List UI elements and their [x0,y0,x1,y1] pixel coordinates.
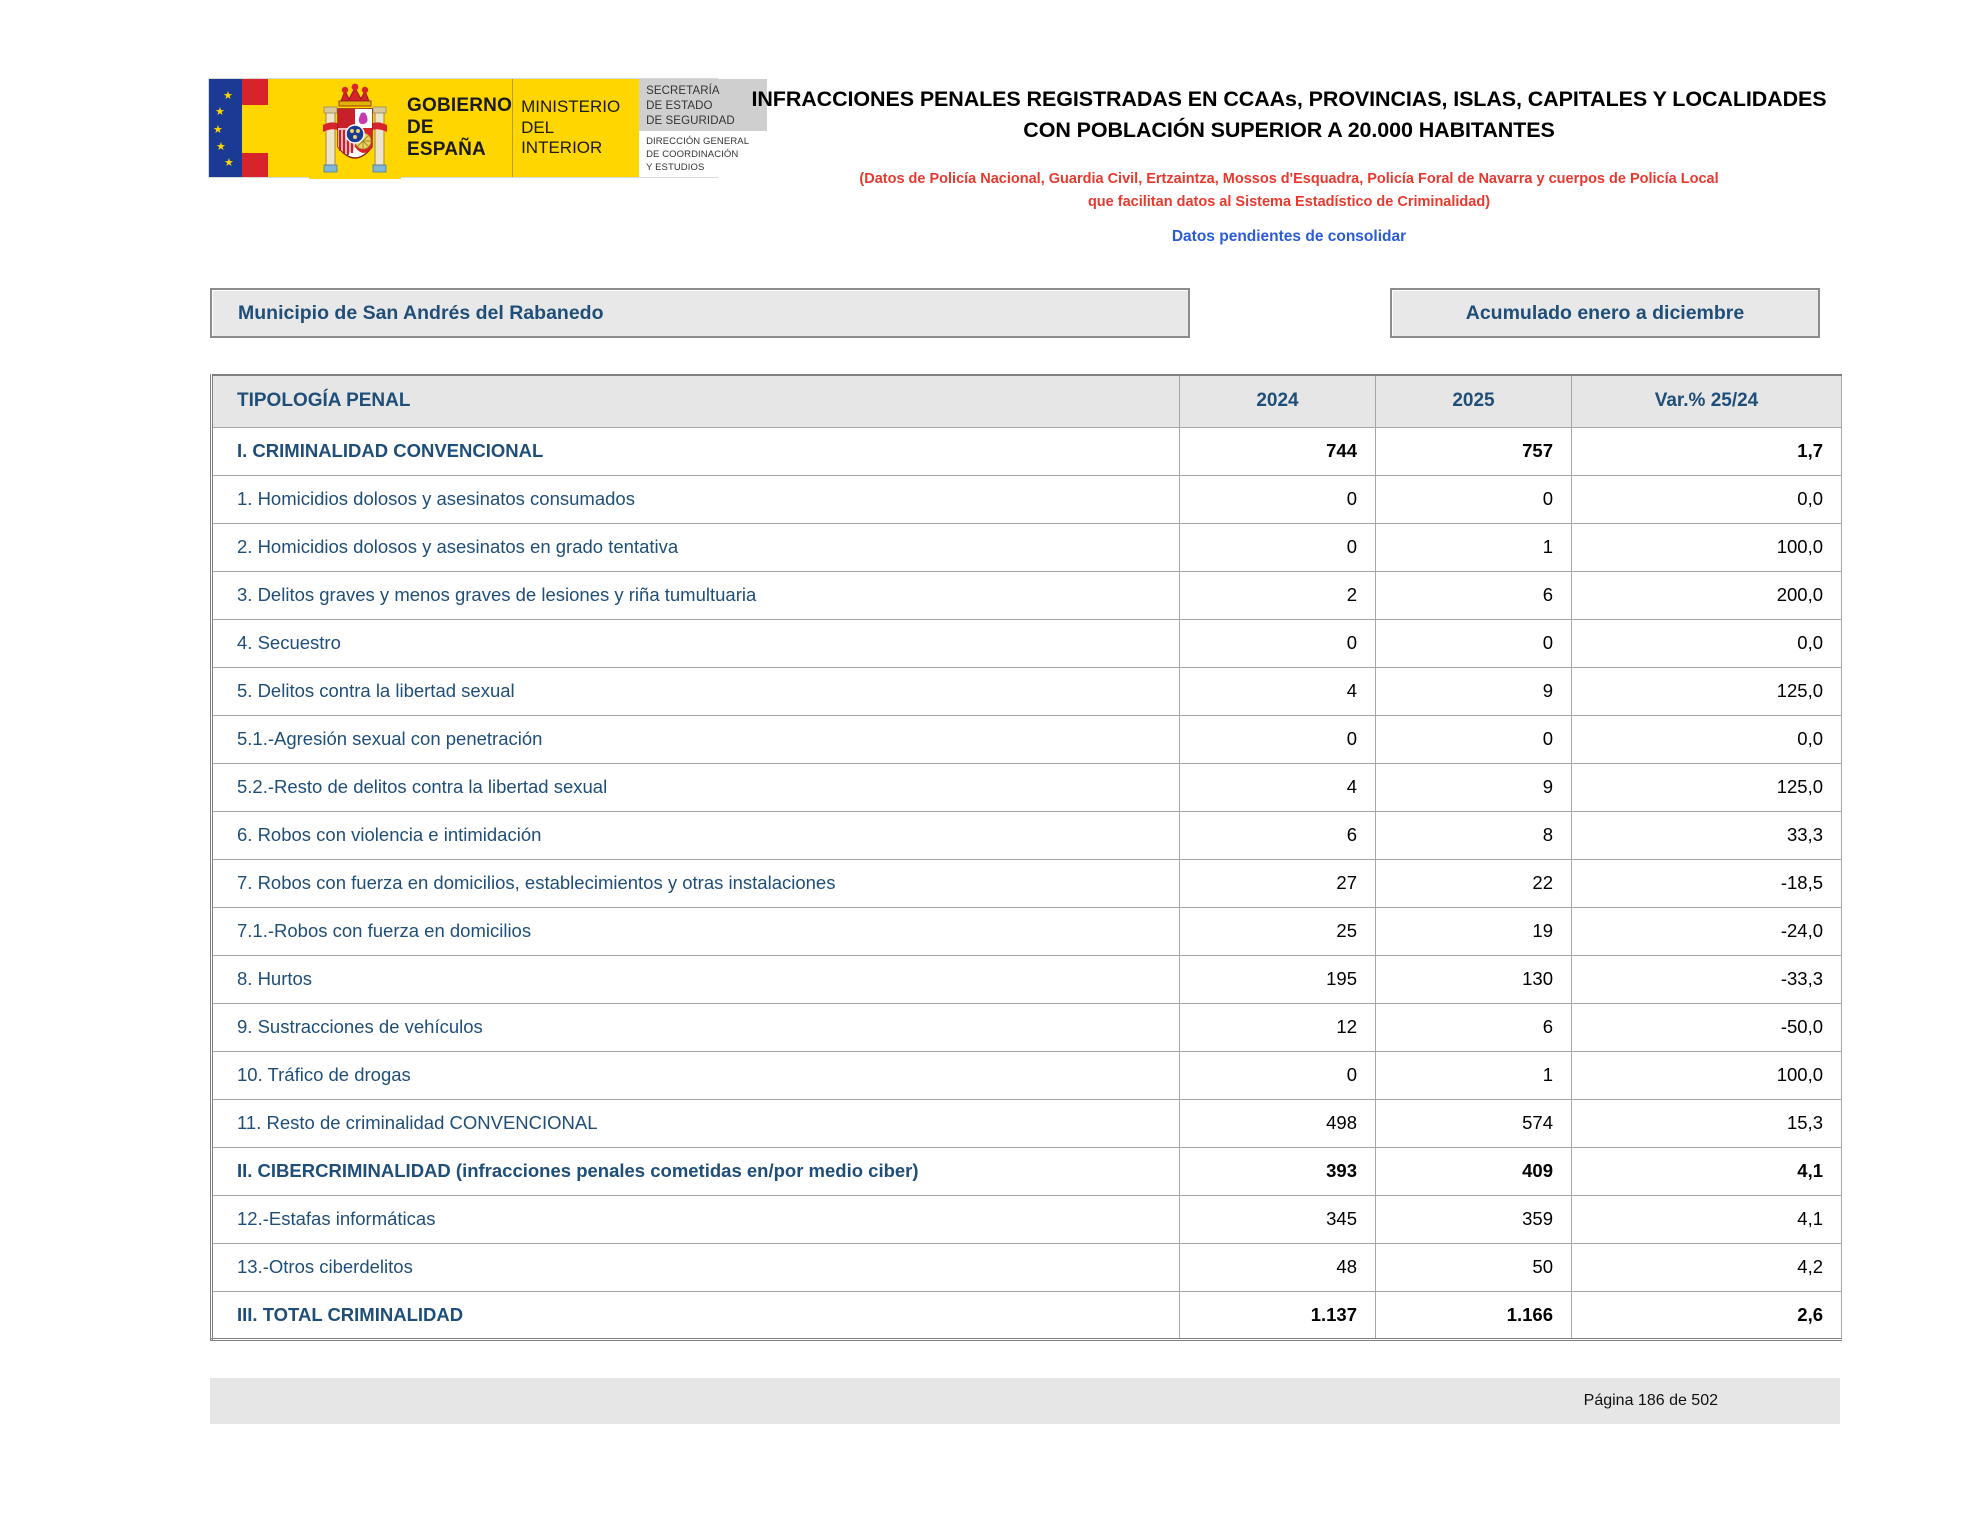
logo-ministerio-line1: MINISTERIO [521,97,621,117]
crime-statistics-table [210,374,1842,1341]
cell-value-2024: 27 [1180,859,1376,907]
table-row [212,1195,1842,1243]
cell-tipologia: 6. Robos con violencia e intimidación [212,811,1180,859]
municipality-label: Municipio de San Andrés del Rabanedo [238,301,604,324]
table-row [212,715,1842,763]
logo-container [208,78,750,178]
cell-value-2024: 6 [1180,811,1376,859]
table-row [212,667,1842,715]
logo-secretaria-line1: SECRETARÍA [646,85,720,97]
cell-tipologia: 4. Secuestro [212,619,1180,667]
cell-tipologia: III. TOTAL CRIMINALIDAD [212,1291,1180,1339]
cell-value-2024: 744 [1180,427,1376,475]
cell-value-variacion: 4,1 [1572,1147,1842,1195]
cell-value-2024: 4 [1180,763,1376,811]
cell-tipologia: II. CIBERCRIMINALIDAD (infracciones penales cometidas en/por medio ciber) [212,1147,1180,1195]
page-header [0,0,1970,246]
cell-tipologia: 7.1.-Robos con fuerza en domicilios [212,907,1180,955]
logo-gobierno-line2: DE ESPAÑA [407,117,486,160]
table-row [212,955,1842,1003]
cell-tipologia: 11. Resto de criminalidad CONVENCIONAL [212,1099,1180,1147]
table-row [212,523,1842,571]
cell-value-2024: 393 [1180,1147,1376,1195]
cell-tipologia: 10. Tráfico de drogas [212,1051,1180,1099]
cell-value-variacion: 1,7 [1572,427,1842,475]
cell-value-2025: 0 [1376,619,1572,667]
table-row [212,619,1842,667]
coat-of-arms-icon [309,79,401,177]
table-row [212,1003,1842,1051]
cell-tipologia: 8. Hurtos [212,955,1180,1003]
table-row [212,907,1842,955]
cell-value-2024: 12 [1180,1003,1376,1051]
cell-tipologia: 3. Delitos graves y menos graves de lesiones y riña tumultuaria [212,571,1180,619]
cell-tipologia: 5.2.-Resto de delitos contra la libertad sexual [212,763,1180,811]
cell-value-2025: 19 [1376,907,1572,955]
cell-value-variacion: -33,3 [1572,955,1842,1003]
logo-gobierno-text [401,79,513,177]
eu-flag-icon: ★ ★ ★ ★ ★ [209,79,242,177]
table-row [212,475,1842,523]
logo-secretaria-line2: DE ESTADO [646,100,713,113]
cell-value-variacion: 4,2 [1572,1243,1842,1291]
cell-value-2025: 8 [1376,811,1572,859]
gobierno-de-espana-logo [208,78,750,178]
cell-value-variacion: 0,0 [1572,475,1842,523]
cell-value-2024: 0 [1180,715,1376,763]
cell-value-2024: 2 [1180,571,1376,619]
cell-value-2025: 22 [1376,859,1572,907]
cell-value-2024: 345 [1180,1195,1376,1243]
table-row [212,1243,1842,1291]
logo-direccion-line3: Y ESTUDIOS [646,162,705,174]
cell-value-variacion: 125,0 [1572,667,1842,715]
cell-tipologia: 2. Homicidios dolosos y asesinatos en grado tentativa [212,523,1180,571]
flag-stripe-red-bottom [242,153,268,177]
cell-value-2024: 195 [1180,955,1376,1003]
cell-tipologia: I. CRIMINALIDAD CONVENCIONAL [212,427,1180,475]
cell-value-2025: 1.166 [1376,1291,1572,1339]
cell-value-variacion: 4,1 [1572,1195,1842,1243]
table-header-row [212,375,1842,427]
cell-value-2024: 1.137 [1180,1291,1376,1339]
table-row [212,427,1842,475]
table-row [212,571,1842,619]
cell-value-variacion: 100,0 [1572,523,1842,571]
table-row [212,859,1842,907]
table-row [212,763,1842,811]
column-header-tipologia: TIPOLOGÍA PENAL [212,375,1180,427]
crime-table-container [0,374,1970,1341]
crime-table-body [212,427,1842,1339]
table-row [212,1147,1842,1195]
cell-value-2025: 9 [1376,763,1572,811]
column-header-2025: 2025 [1376,375,1572,427]
cell-value-2025: 130 [1376,955,1572,1003]
cell-value-variacion: 0,0 [1572,619,1842,667]
pending-data-note: Datos pendientes de consolidar [1171,228,1407,246]
page-number-label: Página 186 de 502 [1583,1392,1718,1409]
cell-tipologia: 1. Homicidios dolosos y asesinatos consumados [212,475,1180,523]
cell-value-2024: 498 [1180,1099,1376,1147]
logo-secretaria-line3: DE SEGURIDAD [646,115,735,128]
cell-value-2025: 359 [1376,1195,1572,1243]
cell-value-2024: 0 [1180,619,1376,667]
column-header-variacion: Var.% 25/24 [1572,375,1842,427]
source-note-line1: (Datos de Policía Nacional, Guardia Civil, Ertzaintza, Mossos d'Esquadra, Policía Foral de Navarra y cuerpos de Policía Local [859,171,1719,188]
cell-value-variacion: 33,3 [1572,811,1842,859]
municipality-selector[interactable] [210,288,1190,338]
cell-tipologia: 12.-Estafas informáticas [212,1195,1180,1243]
period-label: Acumulado enero a diciembre [1465,301,1745,324]
cell-value-2024: 0 [1180,475,1376,523]
cell-value-2024: 25 [1180,907,1376,955]
cell-value-2025: 1 [1376,523,1572,571]
cell-value-2025: 50 [1376,1243,1572,1291]
table-row [212,811,1842,859]
cell-tipologia: 5. Delitos contra la libertad sexual [212,667,1180,715]
cell-value-variacion: 200,0 [1572,571,1842,619]
cell-value-2024: 4 [1180,667,1376,715]
cell-value-2024: 48 [1180,1243,1376,1291]
column-header-2024: 2024 [1180,375,1376,427]
cell-value-variacion: -18,5 [1572,859,1842,907]
cell-value-2025: 0 [1376,715,1572,763]
logo-direccion-line2: DE COORDINACIÓN [646,149,739,161]
cell-value-2025: 757 [1376,427,1572,475]
cell-value-variacion: -50,0 [1572,1003,1842,1051]
cell-tipologia: 9. Sustracciones de vehículos [212,1003,1180,1051]
cell-value-2025: 0 [1376,475,1572,523]
cell-value-variacion: -24,0 [1572,907,1842,955]
cell-value-2025: 409 [1376,1147,1572,1195]
flag-stripe-yellow [242,105,268,153]
cell-value-2025: 9 [1376,667,1572,715]
cell-value-variacion: 125,0 [1572,763,1842,811]
flag-stripe-red-top [242,79,268,105]
page-footer [210,1378,1840,1424]
spain-eu-flag-icon [209,79,309,177]
table-row [212,1291,1842,1339]
cell-value-2024: 0 [1180,1051,1376,1099]
cell-value-variacion: 100,0 [1572,1051,1842,1099]
page-title-line1: INFRACCIONES PENALES REGISTRADAS EN CCAAs, PROVINCIAS, ISLAS, CAPITALES Y LOCALIDADES [751,87,1827,111]
source-note-line2: que facilitan datos al Sistema Estadístico de Criminalidad) [1087,194,1491,211]
cell-value-variacion: 15,3 [1572,1099,1842,1147]
cell-tipologia: 7. Robos con fuerza en domicilios, establecimientos y otras instalaciones [212,859,1180,907]
cell-value-2025: 6 [1376,1003,1572,1051]
period-selector[interactable] [1390,288,1820,338]
cell-tipologia: 5.1.-Agresión sexual con penetración [212,715,1180,763]
selector-bar [0,288,1970,338]
logo-ministerio-text [513,79,639,177]
cell-value-2025: 6 [1376,571,1572,619]
cell-value-2024: 0 [1180,523,1376,571]
cell-value-2025: 1 [1376,1051,1572,1099]
cell-value-variacion: 2,6 [1572,1291,1842,1339]
table-row [212,1099,1842,1147]
logo-direccion-line1: DIRECCIÓN GENERAL [646,136,750,147]
cell-tipologia: 13.-Otros ciberdelitos [212,1243,1180,1291]
logo-gobierno-line1: GOBIERNO [407,95,513,117]
cell-value-2025: 574 [1376,1099,1572,1147]
page-title-line2: CON POBLACIÓN SUPERIOR A 20.000 HABITANTES [1023,117,1555,142]
title-block [728,84,1970,246]
table-row [212,1051,1842,1099]
logo-ministerio-line2: DEL INTERIOR [521,117,603,158]
cell-value-variacion: 0,0 [1572,715,1842,763]
